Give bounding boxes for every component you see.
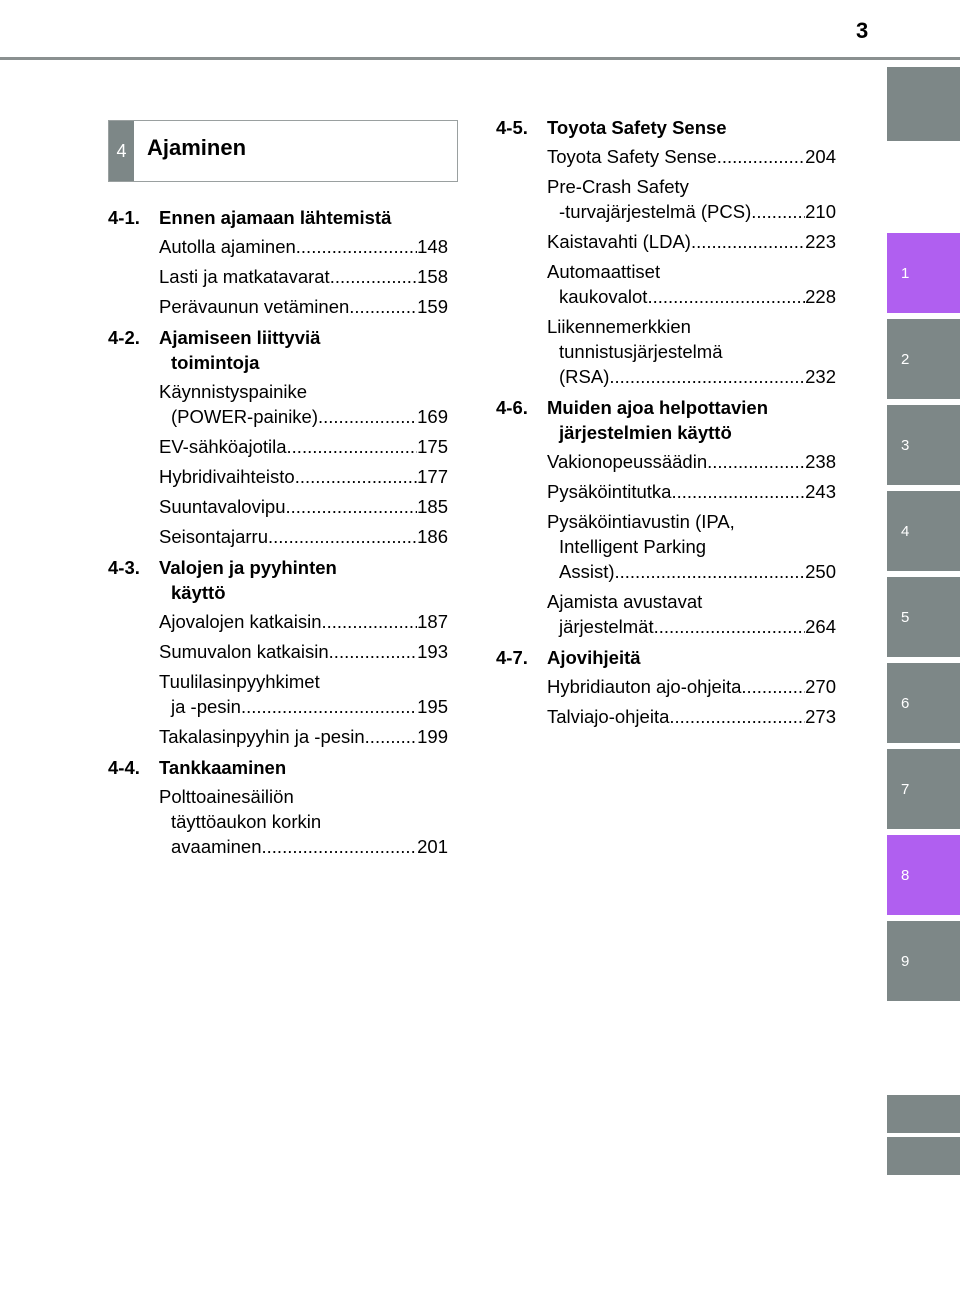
entry-title: Takalasinpyyhin ja -pesin	[159, 726, 365, 747]
entry-text-line: Käynnistyspainike	[159, 381, 308, 402]
entry-text-line: Intelligent Parking	[559, 536, 707, 557]
leader-dots	[329, 639, 417, 664]
section-heading	[496, 645, 836, 670]
entry-title: Pysäköintitutka	[547, 481, 672, 502]
leader-dots	[268, 524, 417, 549]
toc-entry[interactable]	[159, 264, 448, 289]
entry-page-line	[159, 724, 448, 749]
entry-page-number: 232	[805, 366, 836, 387]
toc-entry[interactable]	[159, 609, 448, 634]
entry-title: järjestelmät	[559, 616, 654, 637]
entry-page-line	[547, 199, 836, 224]
toc-entry[interactable]	[159, 464, 448, 489]
section-title: Ajamiseen liittyviä toimintoja	[159, 327, 321, 373]
toc-section	[496, 115, 836, 389]
section-title: Ajovihjeitä	[547, 647, 641, 668]
chapter-tab-8[interactable]: 8	[887, 835, 960, 915]
chapter-tab-9[interactable]: 9	[887, 921, 960, 1001]
toc-entry[interactable]	[547, 314, 836, 389]
leader-dots	[321, 609, 417, 634]
entry-title: Lasti ja matkatavarat	[159, 266, 330, 287]
section-heading	[496, 395, 836, 445]
toc-entry[interactable]	[547, 259, 836, 309]
entry-page-line	[547, 449, 836, 474]
entry-page-line	[159, 434, 448, 459]
leader-dots	[287, 434, 418, 459]
leader-dots	[262, 834, 418, 859]
leader-dots	[241, 694, 417, 719]
entry-title: Autolla ajaminen	[159, 236, 296, 257]
entry-page-number: 223	[805, 231, 836, 252]
entry-page-line	[547, 229, 836, 254]
section-heading	[108, 205, 448, 230]
entry-title: avaaminen	[171, 836, 262, 857]
section-number: 4-7.	[496, 647, 528, 668]
toc-entry[interactable]	[547, 589, 836, 639]
section-number: 4-3.	[108, 557, 140, 578]
toc-entry[interactable]	[159, 434, 448, 459]
entry-page-line	[159, 294, 448, 319]
leader-dots	[615, 559, 806, 584]
section-number: 4-2.	[108, 327, 140, 348]
entry-page-line	[159, 494, 448, 519]
entry-page-number: 273	[805, 706, 836, 727]
entry-title: Sumuvalon katkaisin	[159, 641, 329, 662]
entry-page-line	[547, 614, 836, 639]
toc-entry[interactable]	[547, 229, 836, 254]
leader-dots	[669, 704, 805, 729]
leader-dots	[296, 234, 417, 259]
section-heading	[108, 755, 448, 780]
entry-page-line	[547, 144, 836, 169]
entry-page-line	[159, 639, 448, 664]
entry-page-line	[547, 674, 836, 699]
chapter-tab-5[interactable]: 5	[887, 577, 960, 657]
entry-page-number: 204	[805, 146, 836, 167]
leader-dots	[751, 199, 805, 224]
entry-page-number: 148	[417, 236, 448, 257]
entry-page-line	[159, 524, 448, 549]
entry-page-line	[547, 559, 836, 584]
entry-page-line	[159, 464, 448, 489]
entry-page-line	[159, 834, 448, 859]
entry-text-line: Polttoainesäiliön	[159, 786, 294, 807]
toc-section	[108, 555, 448, 749]
leader-dots	[295, 464, 417, 489]
toc-entry[interactable]	[159, 639, 448, 664]
toc-entry[interactable]	[547, 449, 836, 474]
entry-page-number: 195	[417, 696, 448, 717]
leader-dots	[647, 284, 805, 309]
leader-dots	[707, 449, 805, 474]
leader-dots	[286, 494, 418, 519]
section-number: 4-4.	[108, 757, 140, 778]
entry-page-line	[159, 264, 448, 289]
entry-title: (POWER-painike)	[171, 406, 318, 427]
section-heading	[496, 115, 836, 140]
entry-page-number: 199	[417, 726, 448, 747]
chapter-tab[interactable]	[887, 1095, 960, 1133]
entry-title: Hybridiauton ajo-ohjeita	[547, 676, 742, 697]
toc-entry[interactable]	[547, 144, 836, 169]
entry-text-line: Liikennemerkkien	[547, 316, 691, 337]
leader-dots	[365, 724, 417, 749]
chapter-tab-3[interactable]: 3	[887, 405, 960, 485]
toc-entry[interactable]	[547, 509, 836, 584]
leader-dots	[691, 229, 805, 254]
entry-page-number: 243	[805, 481, 836, 502]
entry-page-number: 264	[805, 616, 836, 637]
section-heading	[108, 555, 448, 605]
chapter-number: 4	[109, 121, 134, 181]
entry-page-number: 186	[417, 526, 448, 547]
entry-text-line: Automaattiset	[547, 261, 661, 282]
entry-page-line	[159, 404, 448, 429]
entry-page-number: 228	[805, 286, 836, 307]
toc-entry[interactable]	[159, 234, 448, 259]
toc-entry[interactable]	[547, 174, 836, 224]
toc-section	[108, 755, 448, 859]
toc-section	[496, 645, 836, 729]
entry-title: ja -pesin	[171, 696, 241, 717]
entry-page-line	[159, 694, 448, 719]
toc-left-column	[108, 205, 448, 865]
leader-dots	[349, 294, 417, 319]
entry-title: kaukovalot	[559, 286, 648, 307]
entry-title: Hybridivaihteisto	[159, 466, 295, 487]
entry-title: Kaistavahti (LDA)	[547, 231, 691, 252]
entry-page-number: 177	[417, 466, 448, 487]
section-title: Ennen ajamaan lähtemistä	[159, 207, 392, 228]
toc-entry[interactable]	[159, 379, 448, 429]
entry-title: Assist)	[559, 561, 615, 582]
toc-section	[496, 395, 836, 639]
section-number: 4-5.	[496, 117, 528, 138]
entry-text-line: Pysäköintiavustin (IPA,	[547, 511, 735, 532]
entry-text-line: tunnistusjärjestelmä	[559, 341, 723, 362]
entry-title: -turvajärjestelmä (PCS)	[559, 201, 752, 222]
entry-page-number: 185	[417, 496, 448, 517]
entry-text-line: Pre-Crash Safety	[547, 176, 689, 197]
toc-entry[interactable]	[159, 724, 448, 749]
entry-page-number: 250	[805, 561, 836, 582]
chapter-tab-1[interactable]: 1	[887, 233, 960, 313]
leader-dots	[671, 479, 805, 504]
leader-dots	[330, 264, 417, 289]
section-title: Tankkaaminen	[159, 757, 287, 778]
entry-title: Ajovalojen katkaisin	[159, 611, 322, 632]
toc-entry[interactable]	[547, 479, 836, 504]
entry-title: (RSA)	[559, 366, 610, 387]
page-number: 3	[856, 18, 869, 43]
entry-title: Seisontajarru	[159, 526, 269, 547]
entry-page-number: 159	[417, 296, 448, 317]
entry-page-number: 158	[417, 266, 448, 287]
toc-entry[interactable]	[159, 669, 448, 719]
entry-page-line	[547, 479, 836, 504]
entry-text-line: Ajamista avustavat	[547, 591, 703, 612]
leader-dots	[609, 364, 805, 389]
entry-title: EV-sähköajotila	[159, 436, 287, 457]
toc-entry[interactable]	[547, 674, 836, 699]
entry-page-number: 187	[417, 611, 448, 632]
toc-entry[interactable]	[159, 524, 448, 549]
chapter-tab-4[interactable]: 4	[887, 491, 960, 571]
entry-title: Toyota Safety Sense	[547, 146, 717, 167]
entry-page-number: 270	[805, 676, 836, 697]
header-rule	[0, 57, 960, 60]
chapter-tab-2[interactable]: 2	[887, 319, 960, 399]
chapter-tab[interactable]	[887, 67, 960, 141]
toc-entry[interactable]	[159, 784, 448, 859]
toc-entry[interactable]	[159, 494, 448, 519]
section-title: Valojen ja pyyhinten käyttö	[159, 557, 337, 603]
entry-page-number: 175	[417, 436, 448, 457]
entry-title: Suuntavalovipu	[159, 496, 286, 517]
section-title: Toyota Safety Sense	[547, 117, 727, 138]
entry-page-number: 193	[417, 641, 448, 662]
chapter-title: Ajaminen	[147, 135, 247, 160]
leader-dots	[741, 674, 805, 699]
entry-text-line: Tuulilasinpyyhkimet	[159, 671, 320, 692]
entry-page-line	[547, 704, 836, 729]
chapter-tab[interactable]	[887, 1137, 960, 1175]
entry-title: Talviajo-ohjeita	[547, 706, 670, 727]
entry-page-line	[547, 364, 836, 389]
entry-page-line	[159, 609, 448, 634]
section-heading	[108, 325, 448, 375]
entry-page-number: 169	[417, 406, 448, 427]
entry-title: Perävaunun vetäminen	[159, 296, 350, 317]
toc-section	[108, 325, 448, 549]
chapter-header	[108, 120, 458, 182]
section-title: Muiden ajoa helpottavien järjestelmien käyttö	[547, 397, 768, 443]
entry-page-line	[159, 234, 448, 259]
toc-entry[interactable]	[547, 704, 836, 729]
chapter-tab-7[interactable]: 7	[887, 749, 960, 829]
toc-entry[interactable]	[159, 294, 448, 319]
entry-page-number: 238	[805, 451, 836, 472]
section-number: 4-1.	[108, 207, 140, 228]
toc-section	[108, 205, 448, 319]
entry-text-line: täyttöaukon korkin	[171, 811, 322, 832]
entry-page-line	[547, 284, 836, 309]
entry-page-number: 201	[417, 836, 448, 857]
section-number: 4-6.	[496, 397, 528, 418]
toc-right-column	[496, 115, 836, 735]
leader-dots	[717, 144, 805, 169]
leader-dots	[654, 614, 806, 639]
chapter-tab-6[interactable]: 6	[887, 663, 960, 743]
entry-title: Vakionopeussäädin	[547, 451, 708, 472]
entry-page-number: 210	[805, 201, 836, 222]
leader-dots	[318, 404, 417, 429]
